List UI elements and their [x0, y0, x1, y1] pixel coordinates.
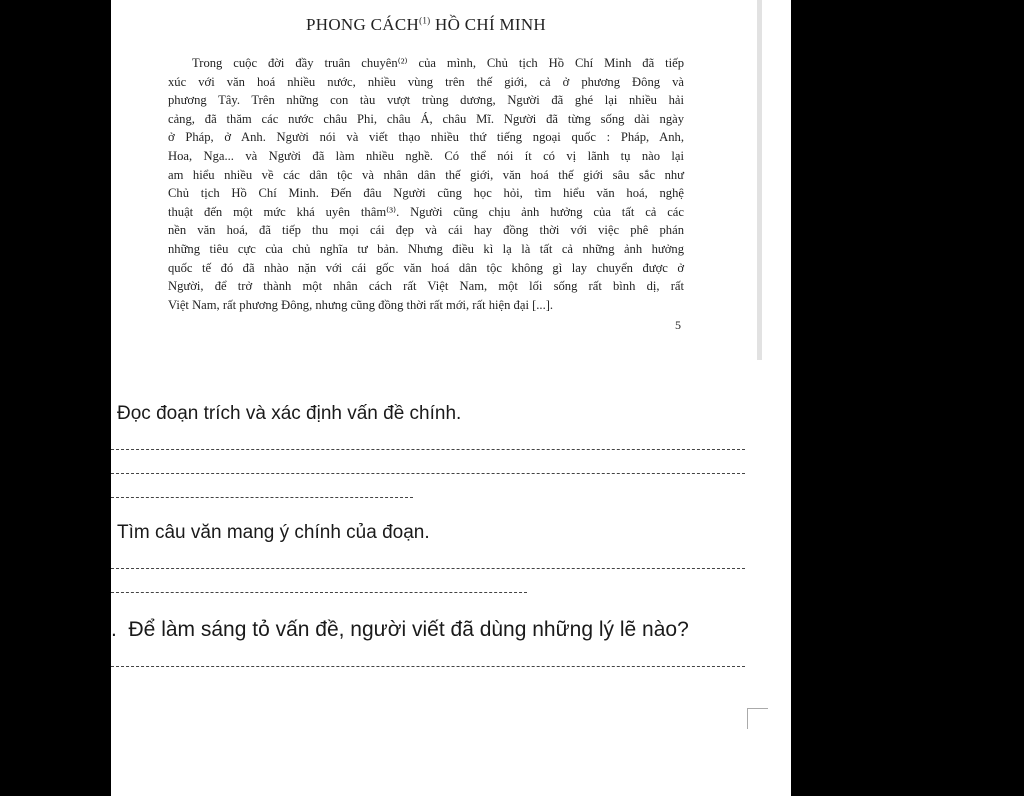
- answer-line[interactable]: [111, 449, 745, 450]
- excerpt-line: ở Pháp, ở Anh. Người nói và viết thạo nhiều thứ tiếng ngoại quốc : Pháp, Anh,: [168, 130, 684, 145]
- excerpt-line: Chủ tịch Hồ Chí Minh. Đến đâu Người cũng học hỏi, tìm hiểu văn hoá, nghệ: [168, 186, 684, 201]
- excerpt-line: phương Tây. Trên những con tàu vượt trùng dương, Người đã ghé lại nhiều hải: [168, 93, 684, 108]
- question-3: [111, 618, 689, 642]
- crop-corner-mark: [747, 708, 768, 729]
- excerpt-line: những tiêu cực của chủ nghĩa tư bản. Nhưng điều kì lạ là tất cả những ảnh hưởng: [168, 241, 684, 256]
- excerpt-body: [168, 54, 684, 314]
- excerpt-line: quốc tế đó đã nhào nặn với cái gốc văn hoá dân tộc không gì lay chuyển được ở: [168, 260, 684, 275]
- question-bullet: .: [111, 618, 117, 641]
- page-number: 5: [675, 318, 681, 332]
- answer-line[interactable]: [111, 592, 527, 593]
- question-3-text: Để làm sáng tỏ vấn đề, người viết đã dùng những lý lẽ nào?: [128, 618, 689, 641]
- answer-line[interactable]: [111, 497, 413, 498]
- answer-line[interactable]: [111, 568, 745, 569]
- answer-line[interactable]: [111, 473, 745, 474]
- document-page: [111, 0, 791, 796]
- excerpt-line: xúc với văn hoá nhiều nước, nhiều vùng trên thế giới, cả ở phương Đông và: [168, 74, 684, 89]
- excerpt-line: Người, để trở thành một nhân cách rất Việt Nam, một lối sống rất bình dị, rất: [168, 279, 684, 294]
- excerpt-line: am hiểu nhiều về các dân tộc và nhân dân thế giới, văn hoá thế giới sâu sắc như: [168, 167, 684, 182]
- excerpt-line: Trong cuộc đời đầy truân chuyên⁽²⁾ của mình, Chủ tịch Hồ Chí Minh đã tiếp: [192, 56, 684, 70]
- scan-edge: [757, 0, 762, 360]
- answer-line[interactable]: [111, 666, 745, 667]
- question-2: Tìm câu văn mang ý chính của đoạn.: [117, 522, 430, 543]
- question-1: Đọc đoạn trích và xác định vấn đề chính.: [117, 403, 462, 424]
- excerpt-line: Hoa, Nga... và Người đã làm nhiều nghề. Có thể nói ít có vị lãnh tụ nào lại: [168, 148, 684, 163]
- scanned-book-excerpt: [111, 0, 760, 360]
- excerpt-line: nền văn hoá, đã tiếp thu mọi cái đẹp và cái hay đồng thời với việc phê phán: [168, 223, 684, 238]
- excerpt-title: PHONG CÁCH$^{(1)}$ HỒ CHÍ MINH: [306, 15, 546, 34]
- excerpt-line: Việt Nam, rất phương Đông, nhưng cũng đồng thời rất mới, rất hiện đại [...].: [168, 297, 554, 312]
- excerpt-line: thuật đến một mức khá uyên thâm⁽³⁾. Người cũng chịu ảnh hưởng của tất cả các: [168, 204, 684, 219]
- excerpt-line: cảng, đã thăm các nước châu Phi, châu Á, châu Mĩ. Người đã từng sống dài ngày: [168, 111, 684, 126]
